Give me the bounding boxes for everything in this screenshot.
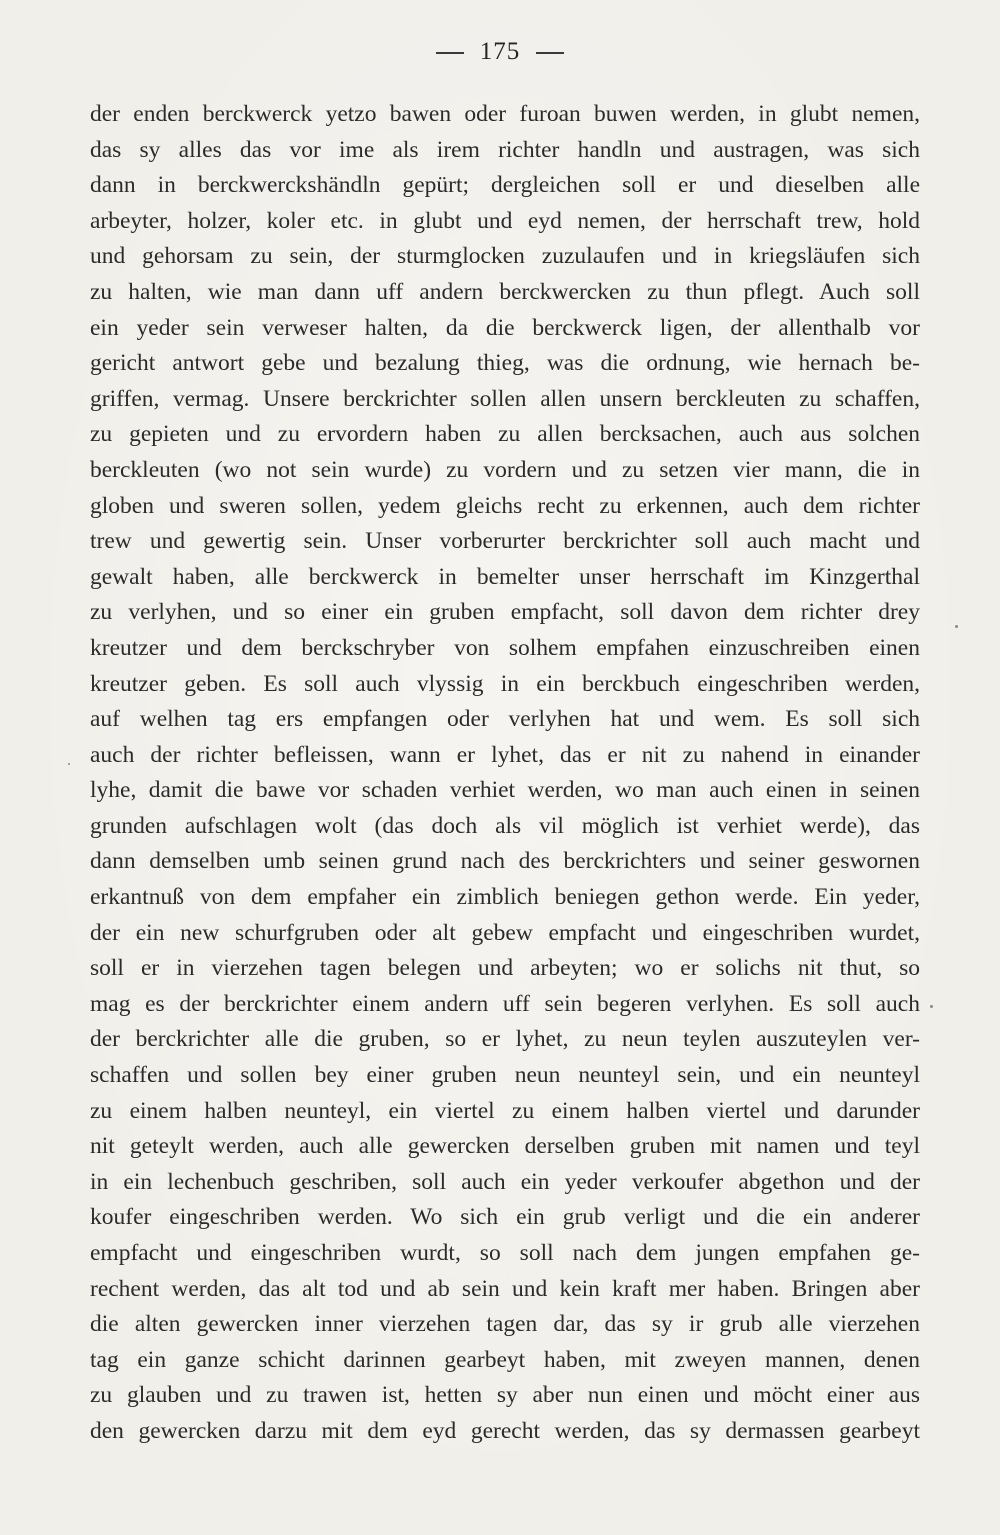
- text-line: die alten gewercken inner vierzehen tagen dar, das sy ir grub alle vierzehen: [90, 1311, 920, 1338]
- text-line: und gehorsam zu sein, der sturmglocken zuzulaufen und in kriegsläufen sich: [90, 243, 920, 270]
- text-line: rechent werden, das alt tod und ab sein und kein kraft mer haben. Bringen aber: [90, 1275, 920, 1302]
- text-line: das sy alles das vor ime als irem richter handln und austragen, was sich: [90, 136, 920, 163]
- text-line: soll er in vierzehen tagen belegen und arbeyten; wo er solichs nit thut, so: [90, 955, 920, 982]
- text-line: dann demselben umb seinen grund nach des berckrichters und seiner geswornen: [90, 848, 920, 875]
- text-line: erkantnuß von dem empfaher ein zimblich beniegen gethon werde. Ein yeder,: [90, 884, 920, 911]
- header-dash-left: [436, 52, 464, 54]
- text-line: berckleuten (wo not sein wurde) zu vordern und zu setzen vier mann, die in: [90, 456, 920, 483]
- text-line: tag ein ganze schicht darinnen gearbeyt haben, mit zweyen mannen, denen: [90, 1346, 920, 1373]
- text-line: auch der richter befleissen, wann er lyhet, das er nit zu nahend in einander: [90, 741, 920, 768]
- text-line: nit geteylt werden, auch alle gewercken derselben gruben mit namen und teyl: [90, 1133, 920, 1160]
- text-line: ein yeder sein verweser halten, da die berckwerck ligen, der allenthalb vor: [90, 314, 920, 341]
- text-line: grunden aufschlagen wolt (das doch als vil möglich ist verhiet werde), das: [90, 812, 920, 839]
- paper-speck: [930, 1005, 933, 1008]
- text-line: gericht antwort gebe und bezalung thieg, was die ordnung, wie hernach be-: [90, 350, 920, 377]
- text-line: der ein new schurfgruben oder alt gebew empfacht und eingeschriben wurdet,: [90, 919, 920, 946]
- text-line: koufer eingeschriben werden. Wo sich ein grub verligt und die ein anderer: [90, 1204, 920, 1231]
- text-line: den gewercken darzu mit dem eyd gerecht werden, das sy dermassen gearbeyt: [90, 1417, 920, 1444]
- text-line: zu verlyhen, und so einer ein gruben empfacht, soll davon dem richter drey: [90, 599, 920, 626]
- page-number: 175: [479, 38, 521, 65]
- text-line: zu einem halben neunteyl, ein viertel zu einem halben viertel und darunder: [90, 1097, 920, 1124]
- text-line: schaffen und sollen bey einer gruben neun neunteyl sein, und ein neunteyl: [90, 1062, 920, 1089]
- paper-speck: [68, 763, 70, 765]
- page-header: [0, 38, 1000, 66]
- body-text: [90, 97, 920, 1450]
- text-line: arbeyter, holzer, koler etc. in glubt und eyd nemen, der herrschaft trew, hold: [90, 207, 920, 234]
- text-line: zu halten, wie man dann uff andern berckwercken zu thun pflegt. Auch soll: [90, 278, 920, 305]
- text-line: griffen, vermag. Unsere berckrichter sollen allen unsern berckleuten zu schaffen,: [90, 385, 920, 412]
- header-dash-right: [536, 52, 564, 54]
- text-line: zu glauben und zu trawen ist, hetten sy aber nun einen und möcht einer aus: [90, 1382, 920, 1409]
- text-line: zu gepieten und zu ervordern haben zu allen bercksachen, auch aus solchen: [90, 421, 920, 448]
- text-line: lyhe, damit die bawe vor schaden verhiet werden, wo man auch einen in seinen: [90, 777, 920, 804]
- text-line: globen und sweren sollen, yedem gleichs recht zu erkennen, auch dem richter: [90, 492, 920, 519]
- text-line: gewalt haben, alle berckwerck in bemelter unser herrschaft im Kinzgerthal: [90, 563, 920, 590]
- text-line: mag es der berckrichter einem andern uff sein begeren verlyhen. Es soll auch: [90, 990, 920, 1017]
- text-line: dann in berckwerckshändln gepürt; dergleichen soll er und dieselben alle: [90, 172, 920, 199]
- text-line: trew und gewertig sein. Unser vorberurter berckrichter soll auch macht und: [90, 528, 920, 555]
- text-line: der berckrichter alle die gruben, so er lyhet, zu neun teylen auszuteylen ver-: [90, 1026, 920, 1053]
- text-line: empfacht und eingeschriben wurdt, so soll nach dem jungen empfahen ge-: [90, 1240, 920, 1266]
- paper-speck: [955, 625, 958, 628]
- text-line: der enden berckwerck yetzo bawen oder furoan buwen werden, in glubt nemen,: [90, 101, 920, 127]
- text-line: in ein lechenbuch geschriben, soll auch ein yeder verkoufer abgethon und der: [90, 1168, 920, 1195]
- text-line: auf welhen tag ers empfangen oder verlyhen hat und wem. Es soll sich: [90, 706, 920, 733]
- text-line: kreutzer geben. Es soll auch vlyssig in ein berckbuch eingeschriben werden,: [90, 670, 920, 697]
- text-line: kreutzer und dem berckschryber von solhem empfahen einzuschreiben einen: [90, 634, 920, 661]
